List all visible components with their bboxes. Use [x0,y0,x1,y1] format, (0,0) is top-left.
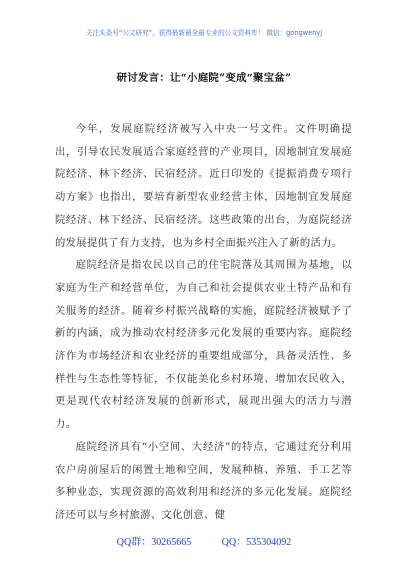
header-promo-note: 关注头条号“公文研究”，获得最新最全最专业的公文资料库！ 微信：gongwenyj [85,29,323,37]
footer-contact [0,533,408,548]
document-title: 研讨发言：让“小庭院”变成“聚宝盆” [116,72,292,84]
paragraph-1: 今年，发展庭院经济被写入中央一号文件。文件明确提出，引导农民发展适合家庭经营的产业项目，因地制宜发展庭院经济、林下经济、民宿经济。近日印发的《提振消费专项行动方案》也指出，要培育新型农业经营主体，因地制宜发展庭院经济、林下经济、民宿经济。这些政策的出台，为庭院经济的发展提供了有力支持，也为乡村全面振兴注入了新的活力。 [55,123,352,249]
document-body [55,118,352,527]
paragraph-3: 庭院经济具有“小空间、大经济”的特点，它通过充分利用农户房前屋后的闲置土地和空间，发展种植、养殖、手工艺等多种业态，实现资源的高效利用和经济的多元化发展。庭院经济还可以与乡村旅游、文化创意、健 [55,440,352,521]
footer-qq-number: QQ：535304092 [221,537,292,548]
footer-qq-group: QQ群：30265665 [116,537,192,548]
paragraph-2: 庭院经济是指农民以自己的住宅院落及其周围为基地，以家庭为生产和经营单位，为自己和社会提供农业土特产品和有关服务的经济。随着乡村振兴战略的实施，庭院经济被赋予了新的内涵，成为推动农村经济多元化发展的重要内容。庭院经济作为市场经济和农业经济的重要组成部分，具备灵活性、多样性与生态性等特征，不仅能美化乡村环境、增加农民收入，更是现代农村经济发展的创新形式，展现出强大的活力与潜力。 [55,259,352,431]
